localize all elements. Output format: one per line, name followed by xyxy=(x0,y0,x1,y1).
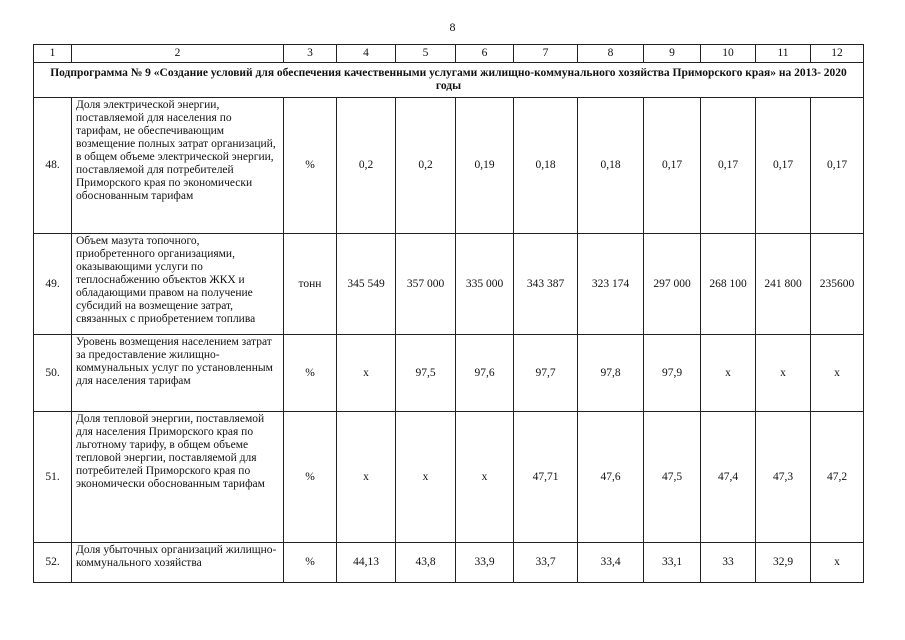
value-cell: 33,1 xyxy=(644,543,701,583)
value-cell: 0,19 xyxy=(456,98,514,234)
value-cell: х xyxy=(337,412,396,543)
value-cell: х xyxy=(456,412,514,543)
indicator-description: Доля убыточных организаций жилищно-коммунального хозяйства xyxy=(72,543,284,583)
row-number: 48. xyxy=(34,98,72,234)
value-cell: 33 xyxy=(701,543,756,583)
value-cell: 0,17 xyxy=(811,98,864,234)
header-cell: 1 xyxy=(34,45,72,63)
value-cell: 0,17 xyxy=(644,98,701,234)
header-cell: 8 xyxy=(578,45,644,63)
table-row xyxy=(34,234,864,335)
header-cell: 7 xyxy=(514,45,578,63)
value-cell: 0,18 xyxy=(514,98,578,234)
value-cell: 47,6 xyxy=(578,412,644,543)
row-number: 50. xyxy=(34,335,72,412)
indicator-description: Доля электрической энергии, поставляемой для населения по тарифам, не обеспечивающим возмещение полных затрат организаций, в общем объеме электрической энергии, поставляемой для потребителей Приморского края по экономически обоснованным тарифам xyxy=(72,98,284,234)
value-cell: 241 800 xyxy=(756,234,811,335)
value-cell: 97,5 xyxy=(396,335,456,412)
header-cell: 12 xyxy=(811,45,864,63)
row-number: 51. xyxy=(34,412,72,543)
header-cell: 4 xyxy=(337,45,396,63)
value-cell: 97,7 xyxy=(514,335,578,412)
value-cell: 343 387 xyxy=(514,234,578,335)
value-cell: 357 000 xyxy=(396,234,456,335)
subprogram-title: Подпрограмма № 9 «Создание условий для обеспечения качественными услугами жилищно-коммунального хозяйства Приморского края» на 2013- 2020 годы xyxy=(34,63,864,98)
value-cell: 345 549 xyxy=(337,234,396,335)
header-cell: 3 xyxy=(284,45,337,63)
value-cell: 323 174 xyxy=(578,234,644,335)
value-cell: 297 000 xyxy=(644,234,701,335)
table-row xyxy=(34,335,864,412)
row-number: 52. xyxy=(34,543,72,583)
table-row xyxy=(34,98,864,234)
value-cell: 33,7 xyxy=(514,543,578,583)
subprogram-row xyxy=(34,63,864,98)
column-number-row xyxy=(34,45,864,63)
value-cell: 47,2 xyxy=(811,412,864,543)
value-cell: 32,9 xyxy=(756,543,811,583)
value-cell: 0,17 xyxy=(756,98,811,234)
value-cell: х xyxy=(701,335,756,412)
value-cell: х xyxy=(337,335,396,412)
value-cell: 0,18 xyxy=(578,98,644,234)
unit-cell: % xyxy=(284,543,337,583)
value-cell: х xyxy=(811,335,864,412)
indicator-description: Уровень возмещения населением затрат за предоставление жилищно-коммунальных услуг по установленным для населения тарифам xyxy=(72,335,284,412)
value-cell: 97,9 xyxy=(644,335,701,412)
table-row xyxy=(34,543,864,583)
value-cell: 0,2 xyxy=(396,98,456,234)
indicator-description: Объем мазута топочного, приобретенного организациями, оказывающими услуги по теплоснабжению объектов ЖКХ и обладающими правом на получение субсидий на возмещение затрат, связанных с приобретением топлива xyxy=(72,234,284,335)
header-cell: 5 xyxy=(396,45,456,63)
value-cell: 0,2 xyxy=(337,98,396,234)
value-cell: х xyxy=(811,543,864,583)
header-cell: 10 xyxy=(701,45,756,63)
indicators-table xyxy=(33,44,864,583)
row-number: 49. xyxy=(34,234,72,335)
value-cell: 43,8 xyxy=(396,543,456,583)
value-cell: х xyxy=(396,412,456,543)
value-cell: 47,4 xyxy=(701,412,756,543)
unit-cell: % xyxy=(284,412,337,543)
unit-cell: тонн xyxy=(284,234,337,335)
header-cell: 11 xyxy=(756,45,811,63)
value-cell: 47,3 xyxy=(756,412,811,543)
value-cell: 268 100 xyxy=(701,234,756,335)
value-cell: 33,4 xyxy=(578,543,644,583)
value-cell: 97,6 xyxy=(456,335,514,412)
value-cell: 235600 xyxy=(811,234,864,335)
value-cell: 47,71 xyxy=(514,412,578,543)
value-cell: х xyxy=(756,335,811,412)
header-cell: 6 xyxy=(456,45,514,63)
value-cell: 97,8 xyxy=(578,335,644,412)
page-number: 8 xyxy=(449,20,456,34)
value-cell: 33,9 xyxy=(456,543,514,583)
unit-cell: % xyxy=(284,335,337,412)
table-row xyxy=(34,412,864,543)
value-cell: 0,17 xyxy=(701,98,756,234)
value-cell: 47,5 xyxy=(644,412,701,543)
indicator-description: Доля тепловой энергии, поставляемой для населения Приморского края по льготному тарифу, в общем объеме тепловой энергии, поставляемой для потребителей Приморского края по экономически обоснованным тарифам xyxy=(72,412,284,543)
value-cell: 44,13 xyxy=(337,543,396,583)
header-cell: 2 xyxy=(72,45,284,63)
value-cell: 335 000 xyxy=(456,234,514,335)
unit-cell: % xyxy=(284,98,337,234)
header-cell: 9 xyxy=(644,45,701,63)
